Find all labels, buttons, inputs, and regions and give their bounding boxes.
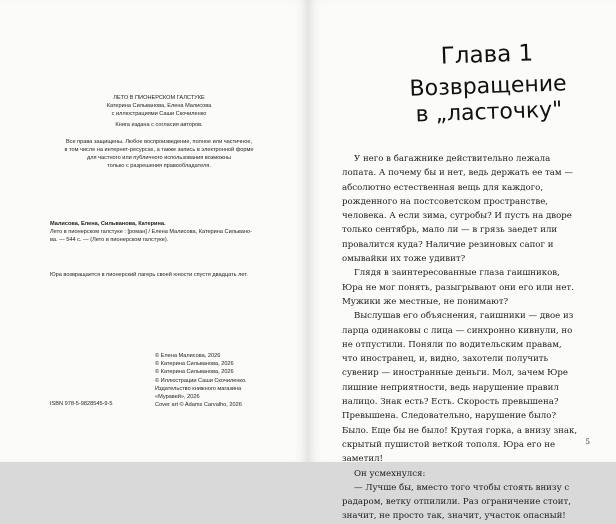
chapter-title-line: в „ласточку" xyxy=(415,97,563,128)
rights-line: Все права защищены. Любое воспроизведение, полное или частичное, xyxy=(65,139,253,145)
left-page xyxy=(0,0,308,462)
copyright-line: © Катерина Сильванова, 2026 xyxy=(155,369,234,376)
authors-line: Катерина Сильванова, Елена Малисова xyxy=(106,103,212,109)
rights-line: в том числе на интернет-ресурсах, а также запись в электронной форме xyxy=(64,147,254,153)
copyright-list xyxy=(155,352,295,409)
paragraph: Глядя в заинтересованные глаза гаишников, Юра не мог понять, разыгрывают они его или нет. Мужики же местные, не понимают? xyxy=(342,268,574,307)
chapter-label: Глава 1 xyxy=(440,40,534,70)
copyright-line: © Катерина Сильванова, 2026 xyxy=(155,361,234,368)
right-page xyxy=(308,0,616,522)
copyright-line: Cover art © Adams Carvalho, 2026 xyxy=(155,402,242,409)
book-title-caps: ЛЕТО В ПИОНЕРСКОМ ГАЛСТУКЕ xyxy=(113,95,205,101)
annotation-text: Юра возвращается в пионерский лагерь своей юности спустя двадцать лет. xyxy=(50,272,248,278)
paragraph: — Лучше бы, вместо того чтобы стоять внизу с радаром, ветку отпилили. Раз ограничение стоит, значит, не просто так, значит, участок опасный! xyxy=(342,482,571,522)
bibliographic-record xyxy=(50,220,270,244)
chapter-heading xyxy=(392,39,585,130)
page-number: 5 xyxy=(585,437,590,446)
isbn: ISBN 978-5-9828545-9-5 xyxy=(50,401,113,407)
copyright-line: «Муравей», 2026 xyxy=(155,394,200,401)
rights-line: для частного или публичного использования возможны xyxy=(86,155,232,161)
biblio-line: ва. — 544 с. — (Лето в пионерском галстуке). xyxy=(50,237,169,243)
copyright-line: Издательство книжного магазина xyxy=(155,385,242,392)
illustrator-line: с иллюстрациями Саши Скочиленко xyxy=(111,111,207,117)
paragraph: Он усмехнулся: xyxy=(354,468,426,479)
rights-notice xyxy=(50,138,268,170)
colophon xyxy=(50,94,268,170)
chapter-title-line: Возвращение xyxy=(409,71,568,102)
copyright-line: © Иллюстрации Саши Скочиленко. xyxy=(155,377,247,384)
biblio-authors: Малисова, Елена, Сильванова, Катерина. xyxy=(50,221,166,227)
agreement-note: Книга издана с согласия авторов. xyxy=(115,122,203,128)
biblio-line: Лето в пионерском галстуке : [роман] / Елена Малисова, Катерина Сильвано- xyxy=(50,229,252,235)
chapter-body xyxy=(342,152,578,524)
rights-line: только с разрешения правообладателя. xyxy=(107,163,211,169)
title-block xyxy=(50,94,268,129)
paragraph: У него в багажнике действительно лежала лопата. А почему бы и нет, ведь держать ее там — абсолютно естественная вещь для каждого, рожденного на постсоветском пространстве, человека. А если зима, сугробы? И пусть на дворе только сентябрь, мало ли — в грязь заедет или провалится куда? Наличие резиновых сапог и омывайки их тоже удивит? xyxy=(342,154,573,265)
annotation xyxy=(50,271,275,279)
paragraph: Выслушав его объяснения, гаишники — двое из ларца одинаковы с лица — синхронно кивнули, но не отпустили. Поняли по водительским правам, что иностранец, и, видно, захотели получить сувенир — иностранные деньги. Мол, зачем Юре лишние неприятности, ведь нарушение правил налицо. Знак есть? Есть. Скорость превышена? Превышена. Следовательно, нарушение было? Было. Еще бы не было! Крутая горка, а внизу знак, скрытый пушистой веткой тополя. Юра его не заметил! xyxy=(342,311,578,465)
copyright-line: © Елена Малисова, 2026 xyxy=(155,353,221,359)
